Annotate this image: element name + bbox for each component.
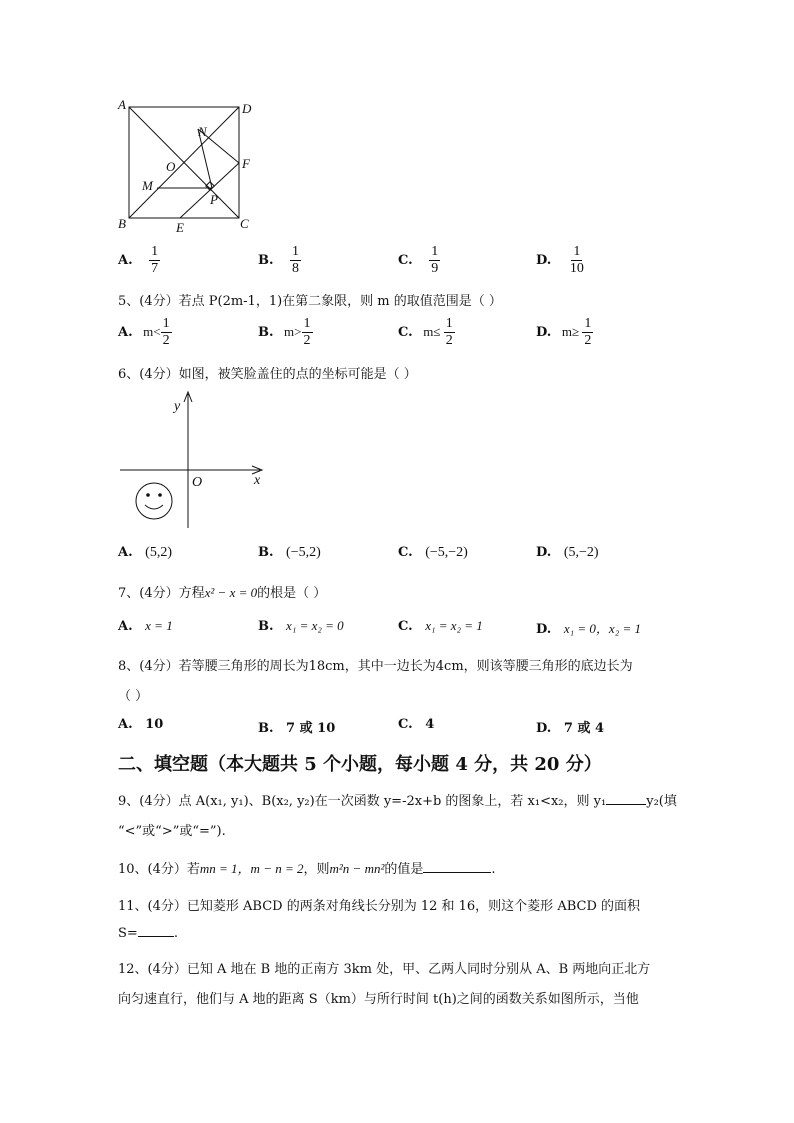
option-value: (5,−2)	[563, 545, 599, 560]
option-prefix: m≥	[561, 324, 583, 339]
x-axis-label: x	[254, 473, 261, 488]
label-F: F	[242, 156, 250, 171]
q6-option-b[interactable]	[258, 545, 321, 561]
q7-stem-prefix: 7、(4分）方程	[118, 586, 205, 601]
frac-num: 1	[151, 244, 159, 259]
frac-den: 7	[151, 261, 159, 276]
q6-option-a[interactable]	[118, 545, 172, 561]
option-value: 7 或 10	[286, 721, 336, 736]
q12-line2: 向匀速直行，他们与 A 地的距离 S（km）与所行时间 t(h)之间的函数关系如图所示，当他	[118, 992, 639, 1007]
q11-end: .	[173, 926, 178, 941]
q4-option-d[interactable]	[536, 244, 586, 277]
option-value: (−5,−2)	[425, 545, 468, 560]
frac-den: 2	[162, 333, 170, 348]
option-label: B.	[258, 253, 274, 268]
q11-line2	[118, 926, 178, 941]
q9-answer-blank[interactable]	[606, 804, 646, 805]
q8-option-c[interactable]	[398, 717, 434, 732]
option-label: D.	[536, 325, 552, 340]
option-prefix: m≤	[423, 324, 444, 339]
q7-equation: x² − x = 0	[204, 585, 258, 600]
q10-end: .	[491, 862, 496, 877]
option-label: A.	[118, 619, 133, 634]
option-label: B.	[258, 721, 274, 736]
frac-num: 1	[584, 316, 592, 331]
smiley-eye-right	[158, 493, 162, 497]
frac-num: 1	[573, 244, 581, 259]
label-B: B	[118, 216, 126, 231]
q7-option-b[interactable]	[258, 618, 344, 634]
q6-stem: 6、(4分）如图，被笑脸盖住的点的坐标可能是（ ）	[118, 367, 417, 382]
q4-option-c[interactable]	[398, 244, 440, 277]
option-label: D.	[536, 622, 552, 637]
frac-num: 1	[445, 316, 453, 331]
q11-prefix: S=	[118, 926, 138, 941]
q12-line1: 12、(4分）已知 A 地在 B 地的正南方 3km 处，甲、乙两人同时分别从 A、B 两地向正北方	[118, 962, 651, 977]
q10-mid: ，则	[303, 862, 330, 877]
option-label: B.	[258, 545, 274, 560]
section-title: 二、填空题（本大题共 5 个小题，每小题 4 分，共 20 分）	[118, 754, 602, 775]
label-N: N	[198, 124, 207, 139]
option-label: D.	[536, 253, 552, 268]
option-label: A.	[118, 253, 133, 268]
option-value: x = 1	[145, 618, 173, 633]
option-label: D.	[536, 545, 552, 560]
option-label: C.	[398, 545, 413, 560]
option-label: C.	[398, 619, 413, 634]
frac-num: 1	[292, 244, 300, 259]
q7-stem-suffix: 的根是（ ）	[257, 586, 327, 601]
q4-option-a[interactable]	[118, 244, 160, 277]
option-prefix: m<	[143, 324, 161, 339]
q9-text-b: y₂(填	[646, 794, 677, 809]
q7-option-c[interactable]	[398, 618, 483, 634]
label-O: O	[166, 159, 176, 174]
label-C: C	[240, 216, 249, 231]
option-value: 7 或 4	[563, 721, 605, 736]
q8-stem-line1: 8、(4分）若等腰三角形的周长为18cm，其中一边长为4cm，则该等腰三角形的底边长为	[118, 659, 633, 674]
option-value: x₁ = x₂ = 1	[425, 618, 483, 633]
q10-expression: m²n − mn²	[329, 861, 385, 876]
option-value: 4	[425, 717, 435, 732]
frac-den: 10	[569, 261, 584, 276]
frac-den: 9	[431, 261, 439, 276]
q10-suffix: 的值是	[384, 862, 424, 877]
option-value: 10	[145, 717, 164, 732]
smiley-face-icon	[136, 483, 172, 519]
q7-stem	[118, 582, 326, 601]
q9-line1	[118, 790, 677, 809]
frac-num: 1	[431, 244, 439, 259]
q5-option-c[interactable]	[398, 316, 455, 349]
option-label: B.	[258, 325, 274, 340]
smiley-mouth	[145, 505, 163, 509]
q11-answer-blank[interactable]	[138, 936, 174, 937]
q5-option-b[interactable]	[258, 316, 313, 349]
q10-prefix: 10、(4分）若	[118, 862, 200, 877]
q6-coordinate-figure	[116, 388, 276, 534]
q5-option-a[interactable]	[118, 316, 172, 349]
frac-num: 1	[303, 316, 311, 331]
q8-stem-line2: （ ）	[118, 689, 149, 704]
option-value: (5,2)	[145, 545, 172, 560]
origin-label: O	[192, 475, 203, 490]
label-A: A	[118, 97, 126, 112]
option-label: A.	[118, 325, 133, 340]
q9-line2: “<”或“>”或“=”).	[118, 824, 226, 839]
q4-option-b[interactable]	[258, 244, 301, 277]
q10-stem	[118, 858, 496, 877]
q11-line1: 11、(4分）已知菱形 ABCD 的两条对角线长分别为 12 和 16，则这个菱形 ABCD 的面积	[118, 899, 640, 914]
q8-option-d[interactable]	[536, 717, 604, 736]
frac-num: 1	[162, 316, 170, 331]
q6-option-c[interactable]	[398, 545, 468, 561]
label-E: E	[176, 220, 184, 235]
option-label: C.	[398, 325, 413, 340]
label-M: M	[142, 178, 153, 193]
y-axis-label: y	[174, 399, 181, 414]
smiley-eye-left	[146, 493, 150, 497]
label-P: P	[210, 192, 218, 207]
option-prefix: m>	[284, 324, 302, 339]
q10-answer-blank[interactable]	[423, 872, 491, 873]
option-label: D.	[536, 721, 552, 736]
q7-option-d[interactable]	[536, 618, 641, 637]
q5-option-d[interactable]	[536, 316, 593, 349]
q8-option-b[interactable]	[258, 717, 335, 736]
q6-option-d[interactable]	[536, 545, 599, 561]
frac-den: 8	[292, 261, 300, 276]
frac-den: 2	[584, 333, 592, 348]
square-figure	[112, 96, 262, 236]
option-label: A.	[118, 717, 133, 732]
option-label: A.	[118, 545, 133, 560]
q10-condition: mn = 1，m − n = 2	[199, 861, 304, 876]
q9-text-a: 9、(4分）点 A(x₁, y₁)、B(x₂, y₂)在一次函数 y=-2x+b 的图象上，若 x₁<x₂，则 y₁	[118, 794, 607, 809]
option-label: B.	[258, 619, 274, 634]
option-value: x₁ = 0，x₂ = 1	[563, 621, 641, 636]
q8-option-a[interactable]	[118, 717, 163, 732]
q7-option-a[interactable]	[118, 618, 173, 634]
option-value: (−5,2)	[286, 545, 321, 560]
frac-den: 2	[303, 333, 311, 348]
frac-den: 2	[445, 333, 453, 348]
option-value: x₁ = x₂ = 0	[286, 618, 344, 633]
option-label: C.	[398, 253, 413, 268]
label-D: D	[242, 101, 252, 116]
q5-stem: 5、(4分）若点 P(2m-1，1)在第二象限，则 m 的取值范围是（ ）	[118, 294, 502, 309]
option-label: C.	[398, 717, 413, 732]
